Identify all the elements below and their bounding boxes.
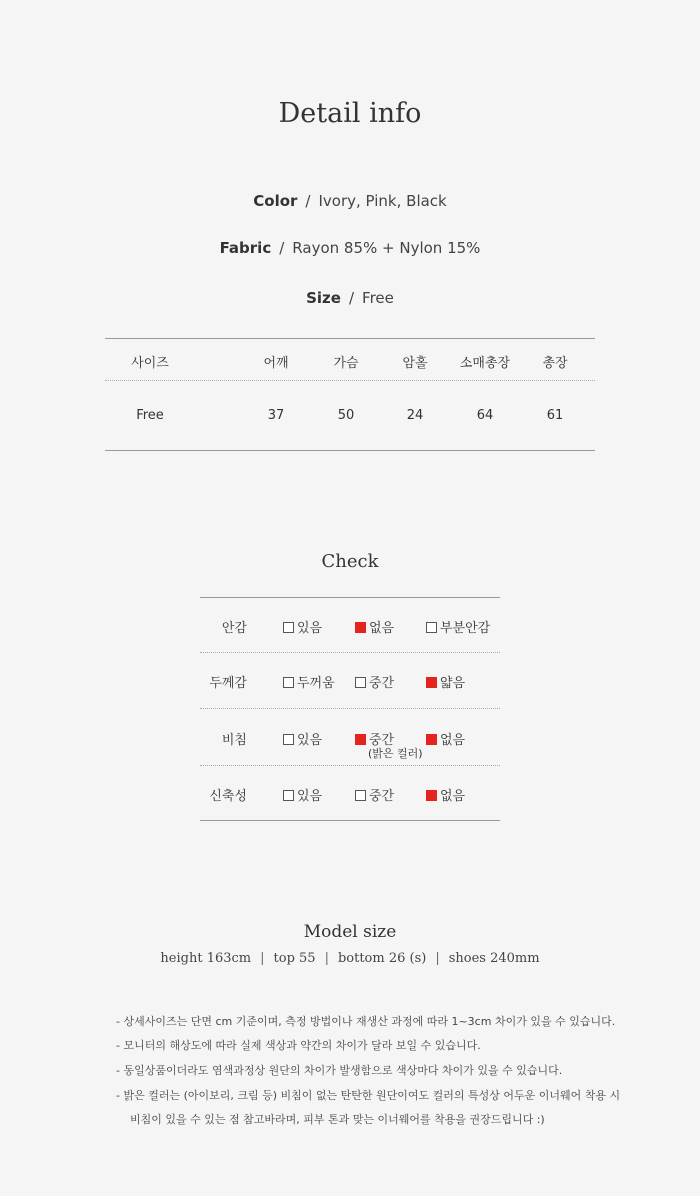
checkbox-checked-icon [426, 790, 437, 801]
option-label: 중간 [369, 789, 395, 804]
check-bottom-rule [200, 820, 500, 821]
header-shoulder: 어깨 [263, 356, 289, 371]
check-label-stretch: 신축성 [209, 789, 247, 804]
checkbox-icon [355, 677, 366, 688]
option-label: 없음 [440, 789, 466, 804]
page-title: Detail info [278, 98, 422, 129]
checkbox-checked-icon [355, 734, 366, 745]
checkbox-icon [283, 734, 294, 745]
header-chest: 가슴 [333, 356, 359, 371]
option-label: 두꺼움 [297, 676, 335, 691]
model-height: height 163cm [160, 951, 252, 966]
model-size-details [0, 951, 700, 966]
checkbox-icon [355, 790, 366, 801]
model-bottom: bottom 26 (s) [337, 951, 427, 966]
check-option [283, 672, 335, 691]
header-size: 사이즈 [131, 356, 169, 371]
color-spec [0, 192, 700, 210]
header-total-length: 총장 [542, 356, 568, 371]
checkbox-checked-icon [426, 734, 437, 745]
checkbox-checked-icon [426, 677, 437, 688]
model-shoes: shoes 240mm [448, 951, 540, 966]
row-total-length: 61 [546, 408, 564, 423]
header-armhole: 암홀 [402, 356, 428, 371]
check-option [355, 672, 394, 691]
check-option [283, 785, 322, 804]
size-label: Size [306, 289, 341, 307]
check-row-divider [200, 765, 500, 766]
size-spec [0, 289, 700, 307]
fabric-separator: / [279, 239, 285, 257]
color-label: Color [253, 192, 298, 210]
check-label-lining: 안감 [221, 621, 247, 636]
option-label: 있음 [297, 733, 323, 748]
check-top-rule [200, 597, 500, 598]
checkbox-checked-icon [355, 622, 366, 633]
checkbox-icon [283, 622, 294, 633]
checkbox-icon [283, 790, 294, 801]
check-option [355, 785, 394, 804]
check-option [283, 617, 322, 636]
note-line: 비침이 있을 수 있는 점 참고바라며, 피부 톤과 맞는 이너웨어를 착용을 권장드립니다 :) [116, 1113, 545, 1126]
row-sleeve-length: 64 [476, 408, 494, 423]
check-row-divider [200, 708, 500, 709]
check-option [426, 729, 465, 748]
table-top-rule [105, 338, 595, 339]
note-line: - 모니터의 해상도에 따라 실제 색상과 약간의 차이가 달라 보일 수 있습니다. [116, 1039, 481, 1052]
divider: | [435, 951, 440, 966]
note-line: - 상세사이즈는 단면 cm 기준이며, 측정 방법이나 재생산 과정에 따라 1~3cm 차이가 있을 수 있습니다. [116, 1015, 616, 1028]
check-option [426, 617, 490, 636]
divider: | [324, 951, 329, 966]
check-note: (밝은 컬러) [368, 747, 423, 760]
option-label: 부분안감 [440, 621, 491, 636]
option-label: 없음 [440, 733, 466, 748]
check-label-thickness: 두께감 [209, 676, 247, 691]
option-label: 있음 [297, 789, 323, 804]
row-chest: 50 [337, 408, 355, 423]
option-label: 중간 [369, 733, 395, 748]
header-sleeve-length: 소매총장 [459, 356, 511, 371]
check-option [283, 729, 322, 748]
row-armhole: 24 [406, 408, 424, 423]
option-label: 얇음 [440, 676, 466, 691]
table-bottom-rule [105, 450, 595, 451]
color-value: Ivory, Pink, Black [318, 192, 447, 210]
fabric-spec [0, 239, 700, 257]
table-header-divider [105, 380, 595, 381]
check-title: Check [321, 551, 379, 572]
checkbox-icon [283, 677, 294, 688]
model-top: top 55 [273, 951, 316, 966]
checkbox-icon [426, 622, 437, 633]
divider: | [260, 951, 265, 966]
check-row-divider [200, 652, 500, 653]
row-shoulder: 37 [267, 408, 285, 423]
check-label-sheerness: 비침 [221, 733, 247, 748]
check-option [355, 617, 394, 636]
check-option [426, 672, 465, 691]
size-value: Free [362, 289, 394, 307]
option-label: 없음 [369, 621, 395, 636]
color-separator: / [305, 192, 311, 210]
fabric-label: Fabric [219, 239, 272, 257]
model-size-title: Model size [303, 922, 397, 942]
check-option [426, 785, 465, 804]
size-separator: / [348, 289, 355, 307]
row-size: Free [136, 408, 164, 423]
note-line: - 동일상품이더라도 염색과정상 원단의 차이가 발생함으로 색상마다 차이가 있을 수 있습니다. [116, 1064, 563, 1077]
option-label: 있음 [297, 621, 323, 636]
option-label: 중간 [369, 676, 395, 691]
note-line: - 밝은 컬러는 (아이보리, 크림 등) 비침이 없는 탄탄한 원단이여도 컬러의 특성상 어두운 이너웨어 착용 시 [116, 1089, 621, 1102]
fabric-value: Rayon 85% + Nylon 15% [292, 239, 481, 257]
